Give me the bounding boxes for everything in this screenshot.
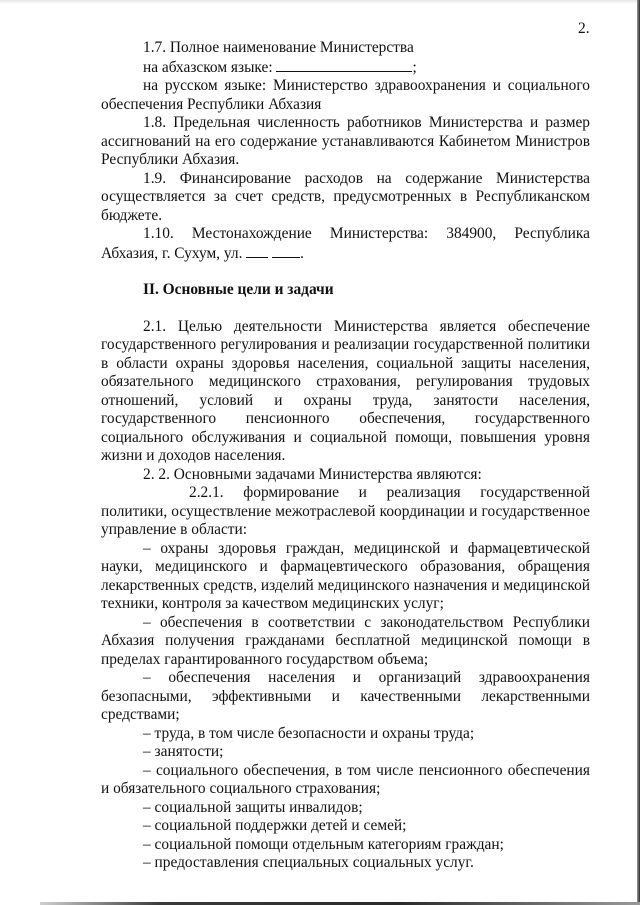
paragraph-1-10	[101, 225, 590, 263]
list-item: – охраны здоровья граждан, медицинской и фармацевтической науки, медицинского и фармацевтического образования, обращения лекарственных средств, изделий медицинского назначения и медицинской техники, контроля за качеством медицинских услуг;	[101, 539, 590, 612]
abkhaz-label: на абхазском языке:	[143, 58, 273, 76]
paragraph-1-7-russian: на русском языке: Министерство здравоохранения и социального обеспечения Республики Абхазия	[101, 77, 590, 113]
list-item: – социальной защиты инвалидов;	[143, 798, 363, 816]
list-item: – социальной помощи отдельным категориям граждан;	[143, 835, 504, 853]
list-item: – обеспечения в соответствии с законодательством Республики Абхазия получения гражданами бесплатной медицинской помощи в пределах гарантированного государством объема;	[101, 613, 590, 668]
list-item: – труда, в том числе безопасности и охраны труда;	[143, 724, 475, 742]
abkhaz-name-blank	[276, 58, 412, 72]
abkhaz-suffix: ;	[412, 58, 417, 76]
street-blank-2	[272, 244, 300, 258]
list-item: – занятости;	[143, 743, 224, 760]
address-suffix: .	[300, 244, 304, 262]
page-number: 2.	[578, 20, 590, 37]
paragraph-1-8: 1.8. Предельная численность работников Министерства и размер ассигнований на его содержание устанавливаются Кабинетом Министров Республики Абхазия.	[101, 114, 590, 168]
list-item: – предоставления специальных социальных услуг.	[143, 854, 474, 871]
street-blank-1	[246, 244, 268, 258]
paragraph-2-2-1: 2.2.1. формирование и реализация государственной политики, осуществление межотраслевой координации и государственное управление в области:	[101, 484, 590, 538]
scan-top-edge	[0, 0, 640, 4]
list-item: – социальной поддержки детей и семей;	[143, 817, 407, 834]
paragraph-1-7-abkhaz	[101, 58, 590, 78]
section-heading: II. Основные цели и задачи	[143, 281, 334, 298]
paragraph-2-1: 2.1. Целью деятельности Министерства является обеспечение государственного регулирования и реализации государственной политики в области охраны здоровья населения, социальной защиты населения, обязательного медицинского страхования, регулирования трудовых отношений, условий и охраны труда, занятости населения, государственного пенсионного обеспечения, государственного социального обслуживания и социальной помощи, повышения уровня жизни и доходов населения.	[101, 317, 590, 464]
paragraph-1-7-title: 1.7. Полное наименование Министерства	[143, 39, 414, 56]
address-text: 1.10. Местонахождение Министерства: 384900, Республика Абхазия, г. Сухум, ул.	[101, 225, 590, 262]
list-item: – обеспечения населения и организаций здравоохранения безопасными, эффективными и качественными лекарственными средствами;	[101, 669, 590, 723]
paragraph-2-2: 2. 2. Основными задачами Министерства являются:	[143, 465, 482, 483]
paragraph-1-9: 1.9. Финансирование расходов на содержание Министерства осуществляется за счет средств, предусмотренных в Республиканском бюджете.	[101, 169, 590, 224]
document-body	[101, 39, 590, 873]
list-item: – социального обеспечения, в том числе пенсионного обеспечения и обязательного социального страхования;	[101, 761, 590, 797]
